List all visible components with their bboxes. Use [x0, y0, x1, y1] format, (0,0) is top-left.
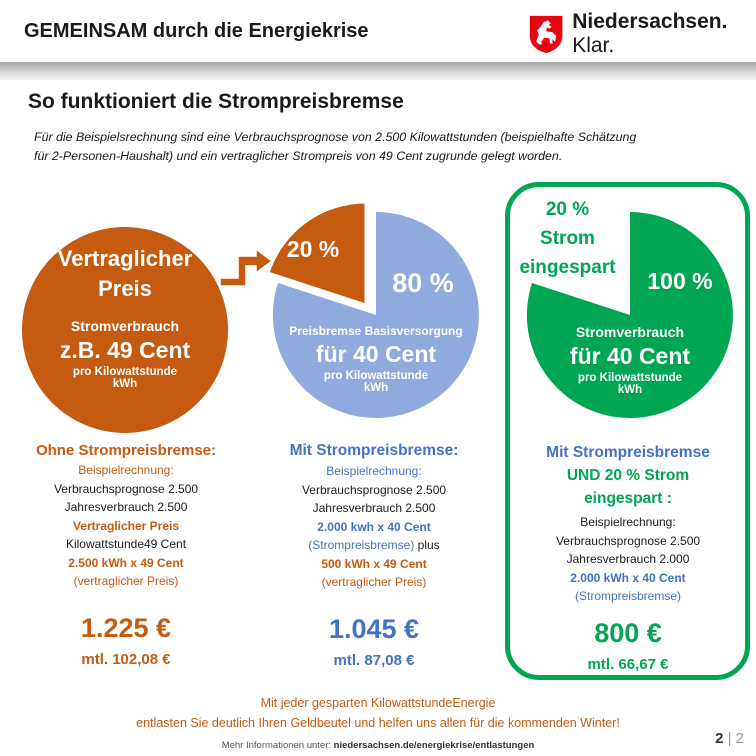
pie3-saved-2: Strom — [540, 228, 595, 249]
pie1-price: z.B. 49 Cent — [59, 337, 191, 363]
pie1-title-1: Vertraglicher — [57, 246, 193, 271]
brand-name: Niedersachsen. — [572, 10, 728, 33]
col3-line-4: (Strompreisbremse) — [574, 589, 682, 603]
pie2-unit-2: kWh — [363, 382, 389, 394]
col3-heading-3: eingespart : — [584, 490, 672, 507]
col1-line-6: (vertraglicher Preis) — [73, 574, 179, 588]
col1-heading: Ohne Strompreisbremse: — [35, 442, 217, 459]
col1-line-4: Kilowattstunde49 Cent — [65, 537, 187, 551]
pie2-slice-text — [283, 236, 343, 263]
footer-line-2: entlasten Sie deutlich Ihren Geldbeutel und helfen uns allen für die kommenden Winter! — [136, 716, 620, 730]
page-number: 2 | 2 — [715, 730, 744, 747]
col2-line-4b: plus — [414, 538, 440, 552]
pie2-main-text — [378, 268, 468, 299]
pie2-slice-percent: 20 % — [286, 236, 340, 262]
column-without-brake — [10, 442, 242, 668]
col1-line-1: Verbrauchsprognose 2.500 — [53, 481, 199, 496]
col3-line-2: Jahresverbrauch 2.000 — [566, 552, 690, 566]
pie3-unit-1: pro Kilowattstunde — [577, 372, 683, 384]
col2-line-2: Jahresverbrauch 2.500 — [312, 501, 436, 515]
pie1-unit-2: kWh — [112, 378, 138, 390]
footer-line-1: Mit jeder gesparten KilowattstundeEnergie — [260, 696, 496, 710]
col3-total: 800 € — [594, 617, 662, 648]
col3-monthly: mtl. 66,67 € — [587, 655, 669, 673]
pie1-unit-1: pro Kilowattstunde — [72, 366, 178, 378]
page-current: 2 — [715, 730, 724, 747]
pie2-main-percent: 80 % — [392, 268, 454, 298]
pie1-title-2: Preis — [98, 276, 152, 301]
pie3-text — [530, 324, 730, 396]
col1-total: 1.225 € — [80, 612, 172, 643]
col2-heading: Mit Strompreisbremse: — [289, 442, 459, 459]
col2-line-6: (vertraglicher Preis) — [321, 575, 427, 589]
footer-source — [0, 740, 756, 751]
column-with-brake — [258, 442, 490, 669]
col3-line-3: 2.000 kWh x 40 Cent — [570, 570, 686, 585]
pie3-label: Stromverbrauch — [575, 324, 685, 340]
pie2-label: Preisbremse Basisversorgung — [289, 324, 463, 338]
pie3-saved-1: 20 % — [545, 199, 590, 220]
col3-sub: Beispielrechnung: — [580, 515, 676, 529]
brand-suffix: Klar. — [572, 34, 615, 57]
col2-monthly: mtl. 87,08 € — [333, 651, 415, 669]
col3-heading: Mit Strompreisbremse — [546, 444, 710, 461]
col2-sub: Beispielrechnung: — [326, 464, 422, 478]
pie3-main-text — [630, 268, 730, 295]
footer-source-prefix: Mehr Informationen unter: — [221, 740, 334, 751]
col1-sub: Beispielrechnung: — [78, 463, 174, 477]
col1-line-2: Jahresverbrauch 2.500 — [64, 500, 188, 514]
header-title: GEMEINSAM durch die Energiekrise — [24, 20, 369, 42]
col2-line-1: Verbrauchsprognose 2.500 — [301, 482, 447, 497]
col2-line-3: 2.000 kwh x 40 Cent — [317, 519, 431, 534]
col2-line-4a: (Strompreisbremse) — [308, 538, 415, 552]
pie3-saved-text — [510, 195, 625, 282]
col2-line-5: 500 kWh x 49 Cent — [321, 556, 427, 571]
col3-line-1: Verbrauchsprognose 2.500 — [555, 533, 701, 548]
intro-line-2: für 2-Personen-Haushalt) und ein vertraglicher Strompreis von 49 Cent zugrunde gelegt worden. — [34, 149, 563, 163]
pie1-text — [25, 244, 225, 390]
pie2-unit-1: pro Kilowattstunde — [323, 370, 429, 382]
col2-line-4 — [258, 536, 490, 555]
footer-source-url[interactable]: niedersachsen.de/energiekrise/entlastungen — [333, 740, 535, 751]
section-title: So funktioniert die Strompreisbremse — [28, 90, 404, 113]
col2-total: 1.045 € — [328, 613, 420, 644]
pie2-price: für 40 Cent — [315, 341, 437, 367]
column-with-savings — [512, 442, 744, 673]
pie3-price: für 40 Cent — [569, 343, 691, 369]
pie1-label: Stromverbrauch — [70, 318, 180, 334]
col3-heading-2: UND 20 % Strom — [566, 467, 690, 484]
intro-line-1: Für die Beispielsrechnung sind eine Verbrauchsprognose von 2.500 Kilowattstunden (beispielhafte Schätzung — [34, 130, 637, 144]
col1-line-3: Vertraglicher Preis — [72, 518, 180, 533]
page-total: 2 — [735, 730, 744, 747]
arrow-icon — [220, 249, 272, 286]
pie3-unit-2: kWh — [617, 384, 643, 396]
col1-monthly: mtl. 102,08 € — [81, 650, 171, 668]
pie3-main-percent: 100 % — [647, 268, 713, 294]
pie2-text — [276, 324, 476, 394]
pie3-saved-3: eingespart — [519, 257, 616, 278]
col1-line-5: 2.500 kWh x 49 Cent — [68, 555, 184, 570]
